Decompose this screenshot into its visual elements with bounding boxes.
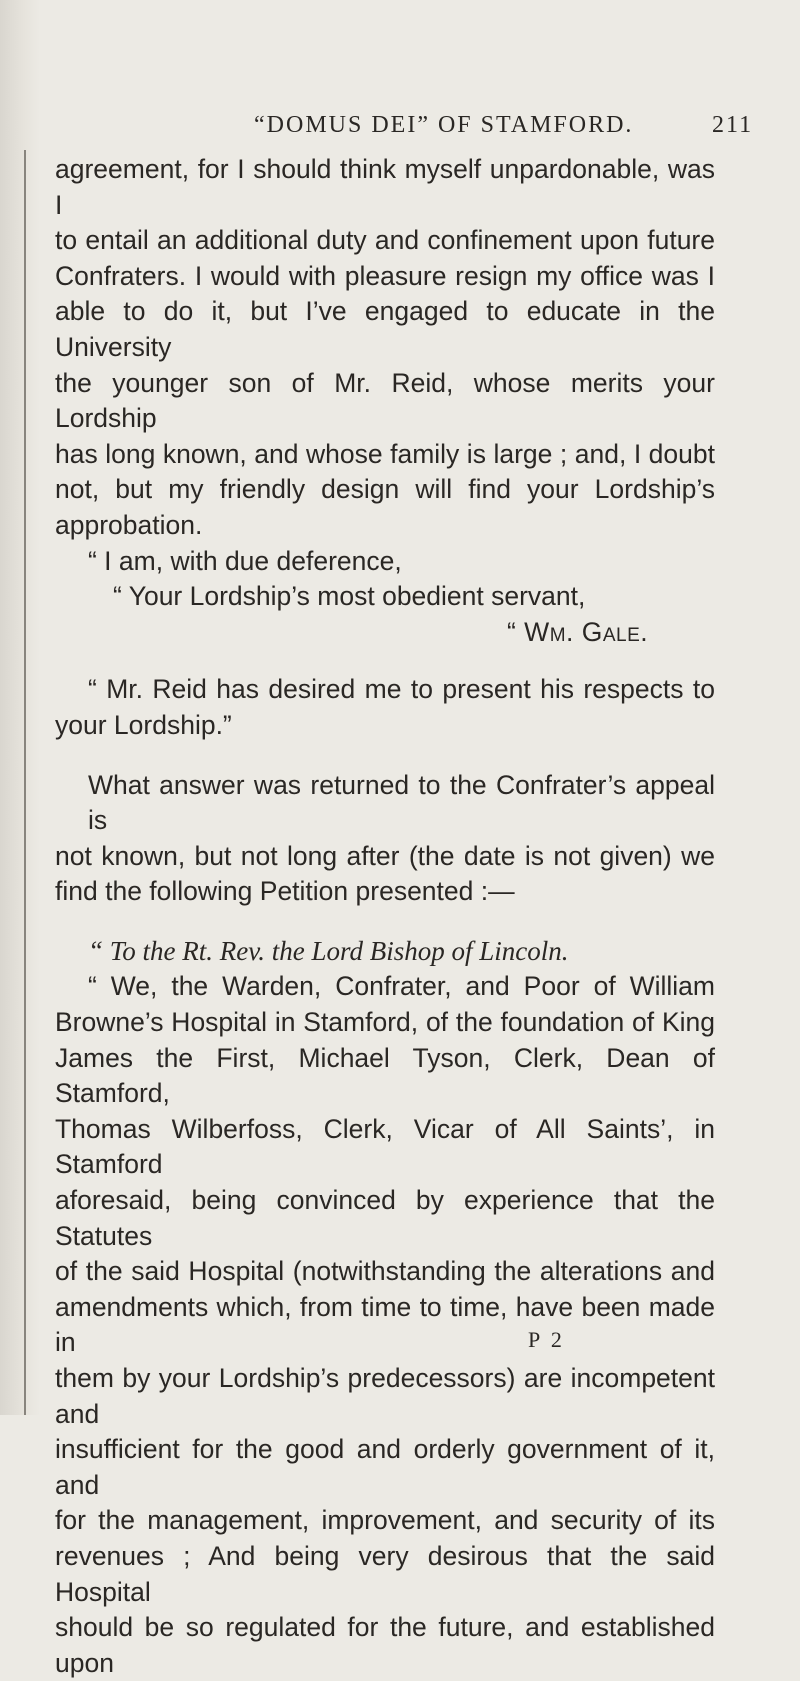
text-line: amendments which, from time to time, have been made in [55,1291,715,1358]
page-header [0,104,800,144]
text-line: them by your Lordship’s predecessors) are incompetent and [55,1363,715,1429]
letter-signature: “ Wm. Gale. [507,616,649,647]
text-line: agreement, for I should think myself unpardonable, was I [55,154,715,220]
text-line: find the following Petition presented :— [55,876,515,907]
text-line: able to do it, but I’ve engaged to educate in the University [55,296,715,362]
text-line: not known, but not long after (the date is not given) we [55,840,715,871]
binding-gutter [0,0,40,1415]
text-line: has long known, and whose family is large ; and, I doubt [55,438,715,469]
page-number: 211 [712,112,754,138]
binding-shadow [24,150,26,1415]
letter-postscript: your Lordship.” [55,709,232,740]
narrative-paragraph [55,768,715,910]
petition [55,934,715,1681]
text-line: not, but my friendly design will find your Lordship’s [55,474,715,505]
text-line: Thomas Wilberfoss, Clerk, Vicar of All Saints’, in Stamford [55,1113,715,1180]
text-line: Browne’s Hospital in Stamford, of the foundation of King [55,1007,715,1038]
letter-closing: “ Your Lordship’s most obedient servant, [113,581,586,612]
letter-postscript: “ Mr. Reid has desired me to present his respects to [88,674,715,705]
text-line: to entail an additional duty and confinement upon future [55,225,715,256]
text-line: aforesaid, being convinced by experience that the Statutes [55,1185,715,1251]
signature-mark: P 2 [528,1327,565,1352]
text-line: James the First, Michael Tyson, Clerk, Dean of Stamford, [55,1042,715,1109]
text-line: approbation. [55,509,203,540]
letter-closing: “ I am, with due deference, [88,545,402,576]
text-line: “ We, the Warden, Confrater, and Poor of William [88,971,715,1002]
text-line: of the said Hospital (notwithstanding the alterations and [55,1256,715,1287]
running-head: “DOMUS DEI” OF STAMFORD. [254,112,634,138]
petition-address: “ To the Rt. Rev. the Lord Bishop of Lincoln. [88,935,569,966]
text-line: should be so regulated for the future, and established upon [55,1612,715,1678]
page-body [55,152,715,1681]
text-line: revenues ; And being very desirous that the said Hospital [55,1540,715,1607]
text-line: What answer was returned to the Confrater’s appeal is [88,769,715,836]
text-line: insufficient for the good and orderly government of it, and [55,1434,715,1500]
text-line: the younger son of Mr. Reid, whose merits your Lordship [55,367,715,434]
text-line: for the management, improvement, and security of its [55,1505,715,1536]
text-line: Confraters. I would with pleasure resign my office was I [55,260,715,291]
letter [55,152,715,744]
